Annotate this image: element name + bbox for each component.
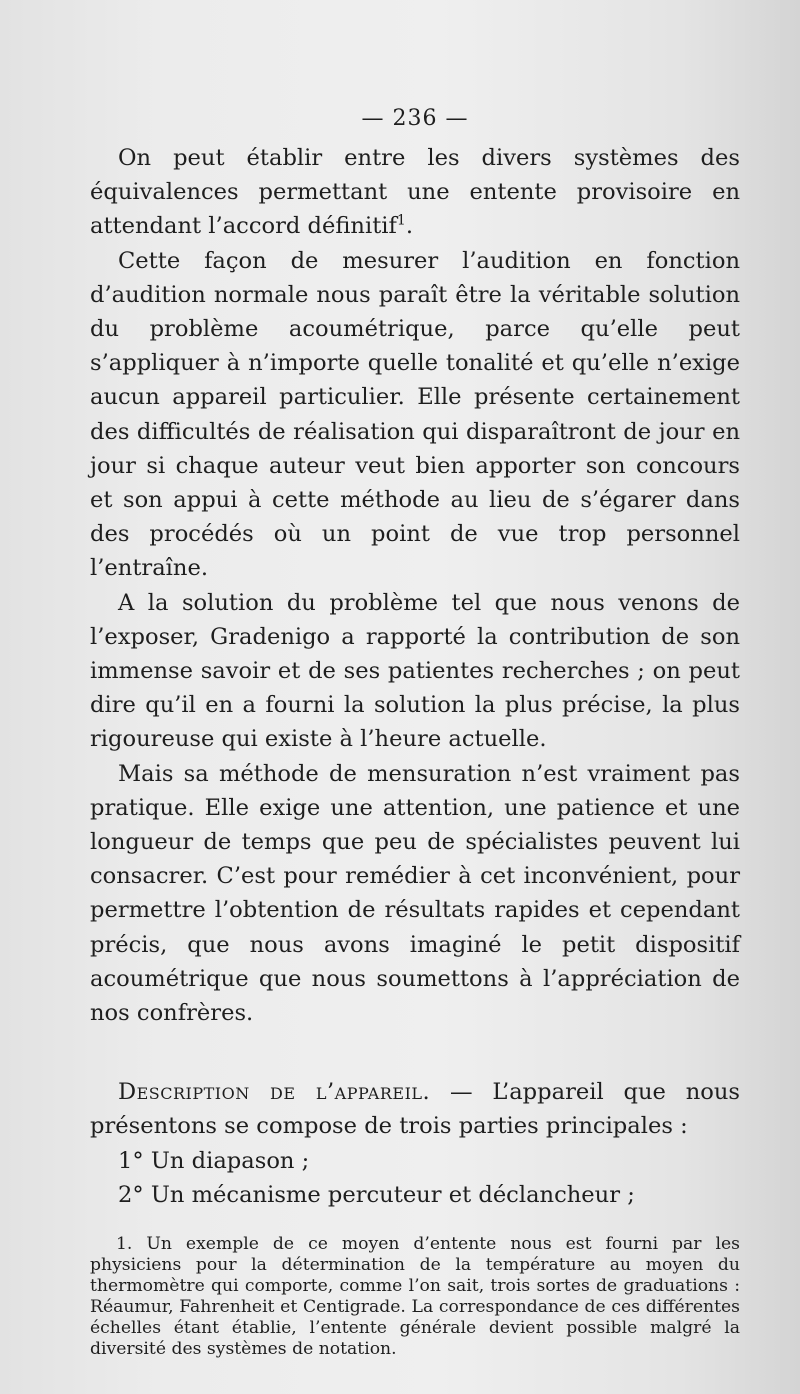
- section-heading: Description de l’appareil.: [118, 1079, 431, 1106]
- list-item: 2° Un mécanisme percuteur et déclancheur ;: [118, 1181, 635, 1208]
- section-description: [90, 1075, 740, 1212]
- footnote-text: Un exemple de ce moyen d’entente nous est fourni par les physiciens pour la détermination de la température au moyen du thermomètre qui comporte, comme l’on sait, trois sortes de graduations : Réaumur, Fahrenheit et Centigrade. La correspondance de ces différentes échelles étant établie, l’entente générale devient possible malgré la diversité des systèmes de notation.: [90, 1234, 740, 1360]
- paragraph-3: A la solution du problème tel que nous venons de l’exposer, Gradenigo a rapporté la contribution de son immense savoir et de ses patientes recherches ; on peut dire qu’il en a fourni la solution la plus précise, la plus rigoureuse qui existe à l’heure actuelle.: [90, 589, 740, 753]
- list-item: 1° Un diapason ;: [118, 1147, 310, 1174]
- paragraph-end: .: [405, 213, 413, 240]
- footnote-marker: 1.: [116, 1234, 133, 1255]
- paragraph-2: Cette façon de mesurer l’audition en fonction d’audition normale nous paraît être la véritable solution du problème acoumétrique, parce qu’elle peut s’appliquer à n’importe quelle tonalité et qu’elle n’exige aucun appareil particulier. Elle présente certainement des difficultés de réalisation qui disparaîtront de jour en jour si chaque auteur veut bien apporter son concours et son appui à cette méthode au lieu de s’égarer dans des procédés où un point de vue trop personnel l’entraîne.: [90, 247, 740, 582]
- section-intro: [90, 1075, 740, 1143]
- paragraph-text: On peut établir entre les divers systèmes des équivalences permettant une entente provisoire en attendant l’accord définitif: [90, 145, 740, 240]
- paragraph-4: Mais sa méthode de mensuration n’est vraiment pas pratique. Elle exige une attention, une patience et une longueur de temps que peu de spécialistes peuvent lui consacrer. C’est pour remédier à cet inconvénient, pour permettre l’obtention de résultats rapides et cependant précis, que nous avons imaginé le petit dispositif acoumétrique que nous soumettons à l’appréciation de nos confrères.: [90, 760, 740, 1027]
- page-number: — 236 —: [361, 106, 469, 131]
- book-page: [90, 106, 740, 1377]
- section-text: — L’appareil que nous présentons se compose de trois parties principales :: [90, 1079, 741, 1140]
- paragraph-1: [90, 141, 740, 244]
- footnote-reference: 1: [396, 212, 406, 229]
- footnote: [90, 1234, 740, 1360]
